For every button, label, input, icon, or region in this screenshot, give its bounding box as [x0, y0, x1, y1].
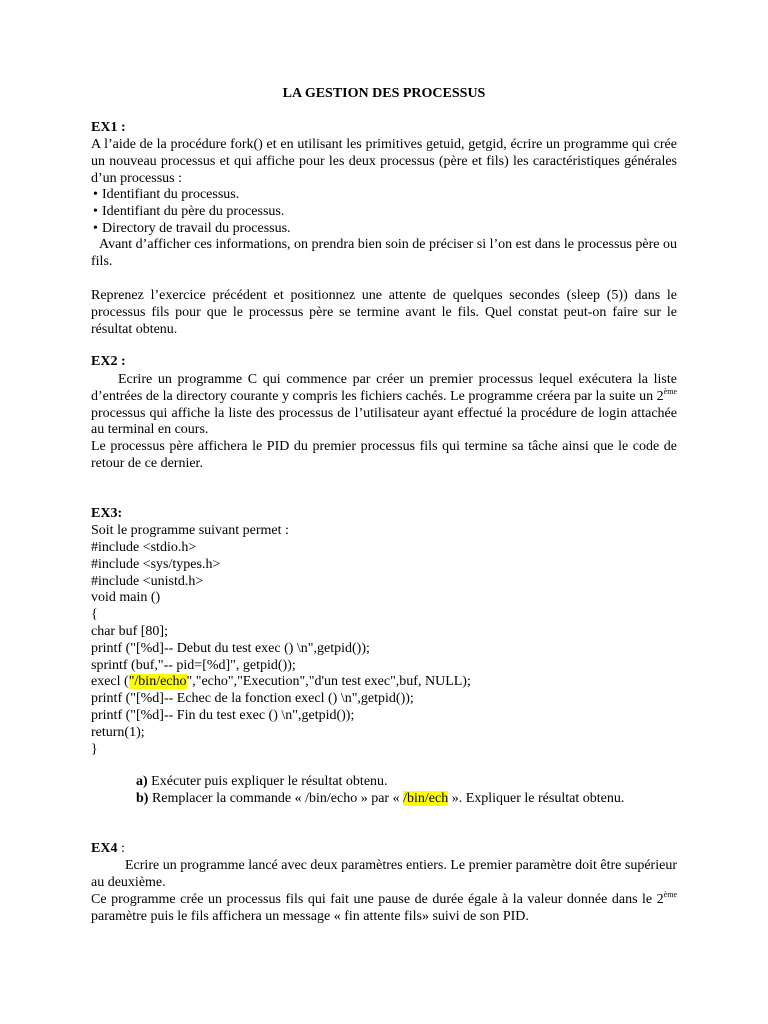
code-line: #include <unistd.h> [91, 573, 204, 589]
ex1-part2: Reprenez l’exercice précédent et positionnez une attente de quelques secondes (sleep (5)) dans le processus fils pour que le processus père se termine avant le fils. Quel constat peut-on faire sur le résultat obtenu. [91, 288, 677, 337]
execl-prefix: execl ( [91, 674, 129, 690]
ex1-bullet-1: • Identifiant du processus. [91, 187, 677, 204]
code-line: return(1); [91, 724, 145, 740]
ex2-p1-superscript: ème [663, 386, 677, 396]
code-line: #include <sys/types.h> [91, 556, 221, 572]
ex2-paragraph-2: Le processus père affichera le PID du premier processus fils qui termine sa tâche ainsi que le code de retour de ce dernier. [91, 439, 677, 471]
ex3-question-b [136, 791, 677, 808]
question-b-label: b) [136, 791, 149, 806]
ex3-intro: Soit le programme suivant permet : [91, 523, 289, 538]
question-b-text-b: ». Expliquer le résultat obtenu. [448, 791, 625, 806]
question-a-label: a) [136, 774, 148, 789]
code-line: void main () [91, 590, 161, 606]
ex4-paragraph-2 [91, 892, 677, 926]
ex2-p1-text-b: processus qui affiche la liste des processus de l’utilisateur ayant effectué la procédure de login attachée au terminal en cours. [91, 405, 677, 438]
code-line: sprintf (buf,"-- pid=[%d]", getpid()); [91, 657, 296, 673]
code-line-execl [91, 674, 677, 691]
question-b-text-a: Remplacer la commande « /bin/echo » par « [148, 791, 404, 806]
ex1-intro: A l’aide de la procédure fork() et en utilisant les primitives getuid, getgid, écrire un programme qui crée un nouveau processus et qui affiche pour les deux processus (père et fils) les caractéristiques générales d’un processus : [91, 137, 677, 186]
ex3-code-block [91, 540, 677, 758]
ex4-p2-text-b: paramètre puis le fils affichera un message « fin attente fils» suivi de son PID. [91, 908, 529, 924]
code-line: printf ("[%d]-- Echec de la fonction execl () \n",getpid()); [91, 691, 414, 707]
ex2-heading: EX2 : [91, 354, 126, 369]
ex1-bullet-2: • Identifiant du père du processus. [91, 204, 677, 221]
ex1-bullet-list [91, 187, 677, 237]
question-a-text: Exécuter puis expliquer le résultat obtenu. [147, 774, 388, 789]
code-line: { [91, 607, 98, 623]
ex2-paragraph-1 [91, 372, 677, 439]
ex4-p2-superscript: ème [663, 890, 677, 899]
code-line: #include <stdio.h> [91, 540, 197, 555]
ex4-p2-text-a: Ce programme crée un processus fils qui fait une pause de durée égale à la valeur donnée dans le 2 [91, 892, 664, 907]
ex1-bullet-3: • Directory de travail du processus. [91, 221, 677, 238]
ex4-paragraph-1: Ecrire un programme lancé avec deux paramètres entiers. Le premier paramètre doit être supérieur au deuxième. [91, 858, 677, 890]
ex1-note: Avant d’afficher ces informations, on prendra bien soin de préciser si l’on est dans le processus père ou fils. [91, 237, 677, 269]
code-line: printf ("[%d]-- Debut du test exec () \n",getpid()); [91, 640, 370, 656]
ex4-heading-suffix: : [117, 841, 125, 856]
code-line: printf ("[%d]-- Fin du test exec () \n",getpid()); [91, 707, 355, 723]
execl-highlight: "/bin/echo [128, 674, 187, 690]
page-title: LA GESTION DES PROCESSUS [282, 86, 486, 101]
ex2-p1-text-a: Ecrire un programme C qui commence par créer un premier processus lequel exécutera la liste d’entrées de la directory courante y compris les fichiers cachés. Le programme créera par la suite un 2 [91, 372, 677, 404]
ex4-heading: EX4 [91, 841, 118, 856]
ex3-heading: EX3: [91, 506, 123, 521]
execl-suffix: ","echo","Execution","d'un test exec",buf, NULL); [186, 674, 471, 690]
code-line: } [91, 741, 98, 757]
ex3-question-a [136, 774, 677, 791]
question-b-highlight: /bin/ech [403, 791, 449, 806]
ex4-heading-line [91, 841, 677, 858]
ex1-heading: EX1 : [91, 120, 126, 135]
code-line: char buf [80]; [91, 623, 168, 639]
